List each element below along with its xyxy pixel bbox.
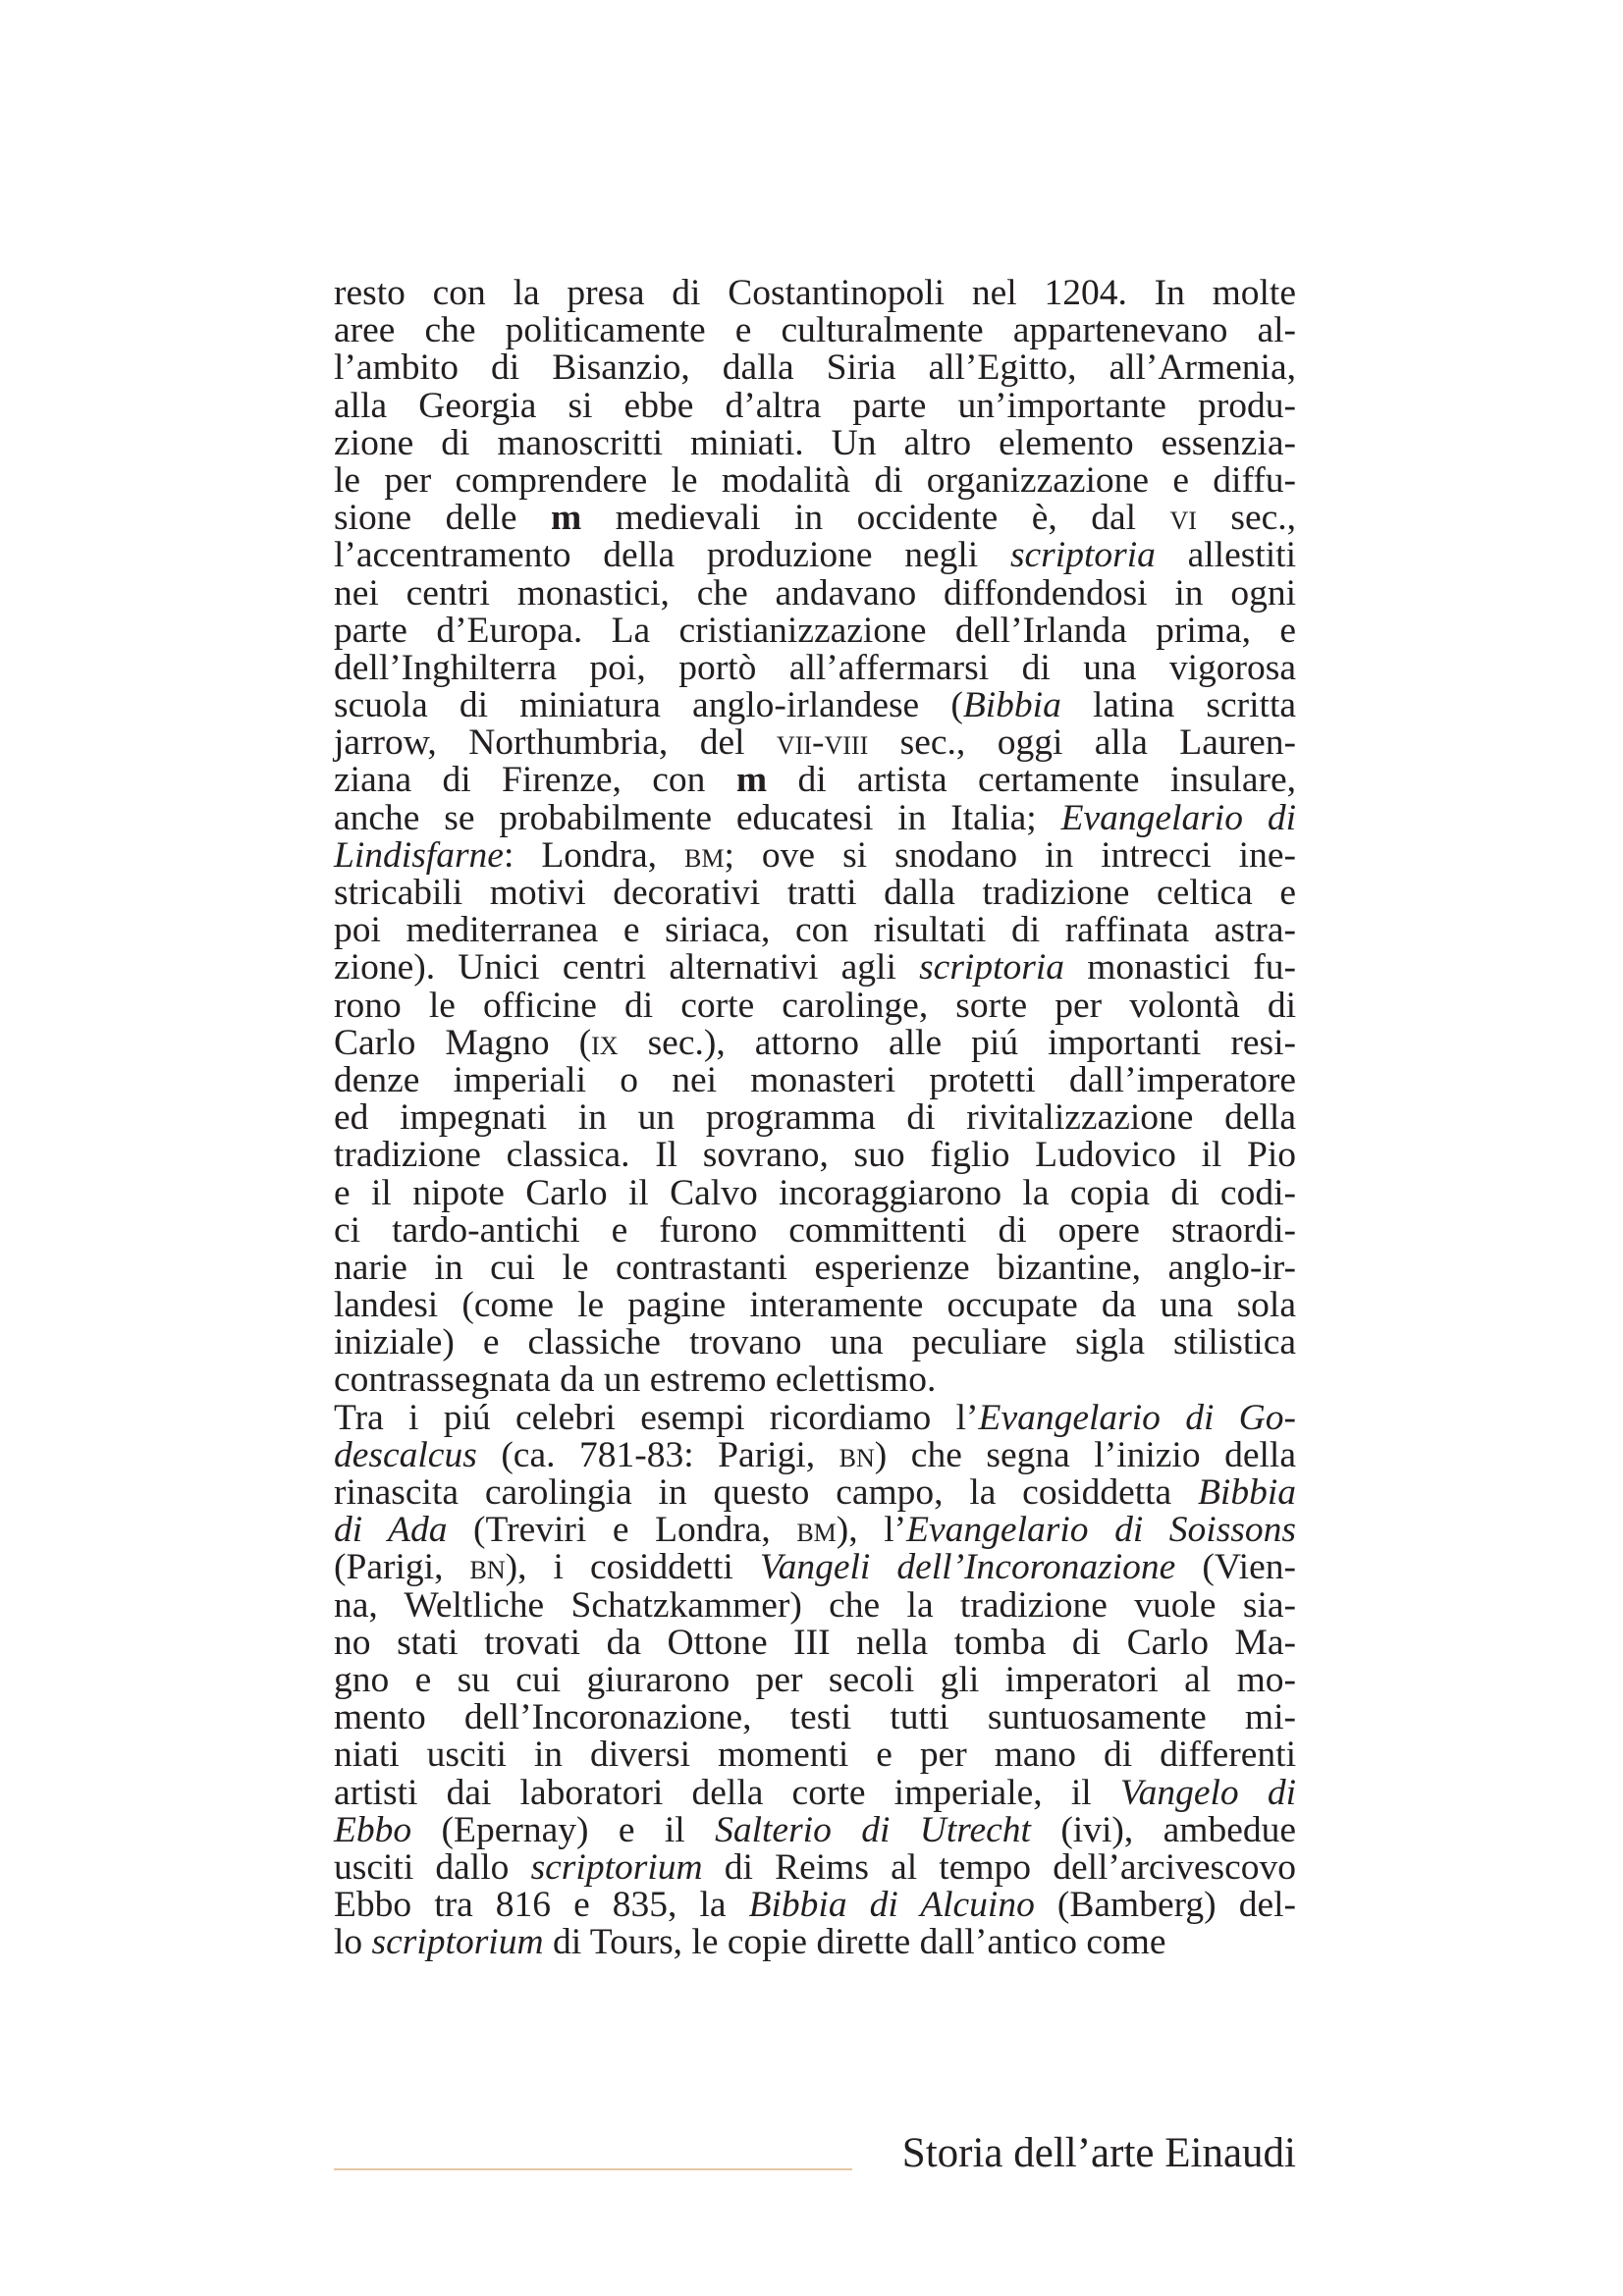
small-caps-text: vii-viii [776,722,869,764]
text-segment: parte d’Europa. La cristianizzazione dell’Irlanda prima, e [334,610,1296,651]
text-segment: ed impegnati in un programma di rivitalizzazione della [334,1097,1296,1139]
small-caps-text: bm [684,834,725,876]
text-segment: latina scritta [1060,685,1297,726]
text-line [334,1434,1296,1475]
italic-text: Evangelario di Soissons [906,1510,1296,1551]
text-line [334,1772,1296,1813]
italic-text: scriptoria [919,947,1065,988]
text-line [334,949,1296,987]
text-segment: Ebbo tra 816 e 835, la [334,1885,749,1926]
italic-text: scriptorium [371,1922,544,1963]
text-segment: contrassegnata da un estremo eclettismo. [334,1360,937,1401]
text-segment: tradizione classica. Il sovrano, suo figlio Ludovico il Pio [334,1135,1296,1176]
italic-text: Bibbia [1198,1472,1296,1513]
text-segment: di Tours, le copie dirette dall’antico come [543,1922,1166,1963]
text-segment: zione). Unici centri alternativi agli [334,947,920,988]
text-segment: anche se probabilmente educatesi in Italia; [334,797,1061,838]
text-line [334,500,1296,537]
text-segment: niati usciti in diversi momenti e per mano di differenti [334,1735,1296,1776]
italic-text: Evangelario di Go- [978,1397,1296,1438]
text-segment: ), i cosiddetti [505,1547,760,1588]
body-text [334,275,1296,1961]
text-line [334,1059,1296,1100]
footer-title: Storia dell’arte Einaudi [901,2130,1296,2176]
text-line [334,1209,1296,1251]
text-segment: nei centri monastici, che andavano diffondendosi in ogni [334,572,1296,614]
text-segment: (Vien- [1175,1547,1296,1588]
text-segment: l’ambito di Bisanzio, dalla Siria all’Egitto, all’Armenia, [334,347,1296,389]
text-line [334,912,1296,949]
text-segment: e il nipote Carlo il Calvo incoraggiarono la copia di codi- [334,1172,1296,1213]
text-line [334,537,1296,574]
text-line [334,762,1296,799]
italic-text: Ebbo [334,1809,412,1850]
italic-text: Vangeli dell’Incoronazione [759,1547,1176,1588]
italic-text: Bibbia [962,685,1061,726]
text-line [334,1512,1296,1549]
text-line [334,349,1296,387]
small-caps-text: bm [796,1510,837,1551]
text-line [334,1736,1296,1774]
text-segment: monastici fu- [1064,947,1296,988]
text-line [334,1287,1296,1324]
italic-text: Bibbia di Alcuino [748,1885,1035,1926]
italic-text: Salterio di Utrecht [715,1809,1031,1850]
text-segment: di artista certamente insulare, [767,760,1296,801]
italic-text: scriptorium [530,1846,703,1888]
text-line [334,875,1296,912]
text-line [334,1924,1296,1961]
text-segment: resto con la presa di Costantinopoli nel 1204. In molte [334,273,1296,313]
text-line [334,1659,1296,1700]
text-segment: landesi (come le pagine interamente occupate da una sola [334,1285,1296,1326]
italic-text: Lindisfarne [334,834,504,876]
text-line [334,1362,1296,1399]
text-segment: gno e su cui giurarono per secoli gli imperatori al mo- [334,1659,1296,1700]
text-line [334,1584,1296,1626]
text-segment: no stati trovati da Ottone III nella tomba di Carlo Ma- [334,1622,1296,1663]
text-segment: ; ove si snodano in intrecci ine- [724,834,1296,876]
text-segment: Tra i piú celebri esempi ricordiamo l’ [334,1397,979,1438]
text-segment: allestiti [1155,535,1296,576]
text-line [334,1846,1296,1888]
text-segment: sec.), attorno alle piú importanti resi- [618,1022,1296,1063]
text-line [334,985,1296,1026]
text-segment: scuola di miniatura anglo-irlandese ( [334,685,963,726]
text-segment: rinascita carolingia in questo campo, la cosiddetta [334,1472,1198,1513]
text-line [334,1099,1296,1137]
text-segment: : Londra, [503,834,685,876]
italic-text: scriptoria [1009,535,1156,576]
bold-text: m [735,760,768,801]
italic-text: di Ada [334,1510,448,1551]
text-segment: poi mediterranea e siriaca, con risultati di raffinata astra- [334,910,1296,951]
text-segment: ) che segna l’inizio della [874,1434,1296,1475]
text-line [334,1397,1296,1438]
italic-text: descalcus [334,1434,477,1475]
text-segment: narie in cui le contrastanti esperienze bizantine, anglo-ir- [334,1247,1296,1288]
text-segment: le per comprendere le modalità di organizzazione e diffu- [334,459,1296,501]
text-line [334,1699,1296,1736]
small-caps-text: ix [591,1022,619,1063]
text-line [334,1022,1296,1063]
text-segment: l’accentramento della produzione negli [334,535,1010,576]
text-line [334,1324,1296,1362]
text-segment: dell’Inghilterra poi, portò all’affermarsi di una vigorosa [334,647,1296,688]
text-segment: stricabili motivi decorativi tratti dalla tradizione celtica e [334,873,1296,913]
text-line [334,1809,1296,1850]
text-line [334,459,1296,501]
text-line [334,687,1296,724]
text-line [334,1137,1296,1174]
text-segment: sione delle [334,498,551,539]
text-segment: denze imperiali o nei monasteri protetti dall’imperatore [334,1059,1296,1100]
text-line [334,1549,1296,1586]
text-segment: zione di manoscritti miniati. Un altro elemento essenzia- [334,422,1296,463]
text-segment: Carlo Magno ( [334,1022,592,1063]
text-segment: mento dell’Incoronazione, testi tutti suntuosamente mi- [334,1697,1296,1738]
text-line [334,1172,1296,1213]
bold-text: m [550,498,582,539]
text-line [334,1622,1296,1663]
text-segment: sec., [1196,498,1296,539]
text-segment: di Reims al tempo dell’arcivescovo [702,1846,1296,1888]
text-segment: ), l’ [836,1510,907,1551]
text-line [334,1474,1296,1512]
text-line [334,1887,1296,1924]
text-segment: sec., oggi alla Lauren- [868,722,1296,764]
text-segment: (ca. 781-83: Parigi, [476,1434,839,1475]
text-segment: usciti dallo [334,1846,531,1888]
text-line [334,834,1296,876]
text-segment: (Bamberg) del- [1034,1885,1297,1926]
text-line [334,572,1296,614]
text-line [334,312,1296,349]
text-line [334,422,1296,463]
text-segment: alla Georgia si ebbe d’altra parte un’importante produ- [334,385,1296,426]
text-segment: aree che politicamente e culturalmente appartenevano al- [334,310,1296,351]
text-segment: lo [334,1922,372,1963]
footer-rule [334,2168,852,2170]
text-line [334,724,1296,762]
text-segment: (ivi), ambedue [1030,1809,1296,1850]
small-caps-text: bn [469,1547,506,1588]
small-caps-text: vi [1169,498,1197,539]
text-segment: (Treviri e Londra, [447,1510,797,1551]
text-segment: rono le officine di corte carolinge, sorte per volontà di [334,985,1296,1026]
text-line [334,385,1296,426]
text-line [334,610,1296,651]
text-segment: ci tardo-antichi e furono committenti di opere straordi- [334,1209,1296,1251]
text-segment: ziana di Firenze, con [334,760,736,801]
text-segment: medievali in occidente è, dal [581,498,1170,539]
text-line [334,647,1296,688]
text-line [334,1247,1296,1288]
text-segment: iniziale) e classiche trovano una peculiare sigla stilistica [334,1322,1296,1363]
text-segment: artisti dai laboratori della corte imperiale, il [334,1772,1120,1813]
text-segment: (Epernay) e il [411,1809,716,1850]
text-line [334,275,1296,312]
text-segment: (Parigi, [334,1547,470,1588]
text-segment: na, Weltliche Schatzkammer) che la tradizione vuole sia- [334,1584,1296,1626]
italic-text: Evangelario di [1060,797,1296,838]
italic-text: Vangelo di [1119,1772,1296,1813]
page-footer [334,2124,1296,2183]
small-caps-text: bn [839,1434,875,1475]
text-line [334,797,1296,838]
text-segment: jarrow, Northumbria, del [334,722,777,764]
